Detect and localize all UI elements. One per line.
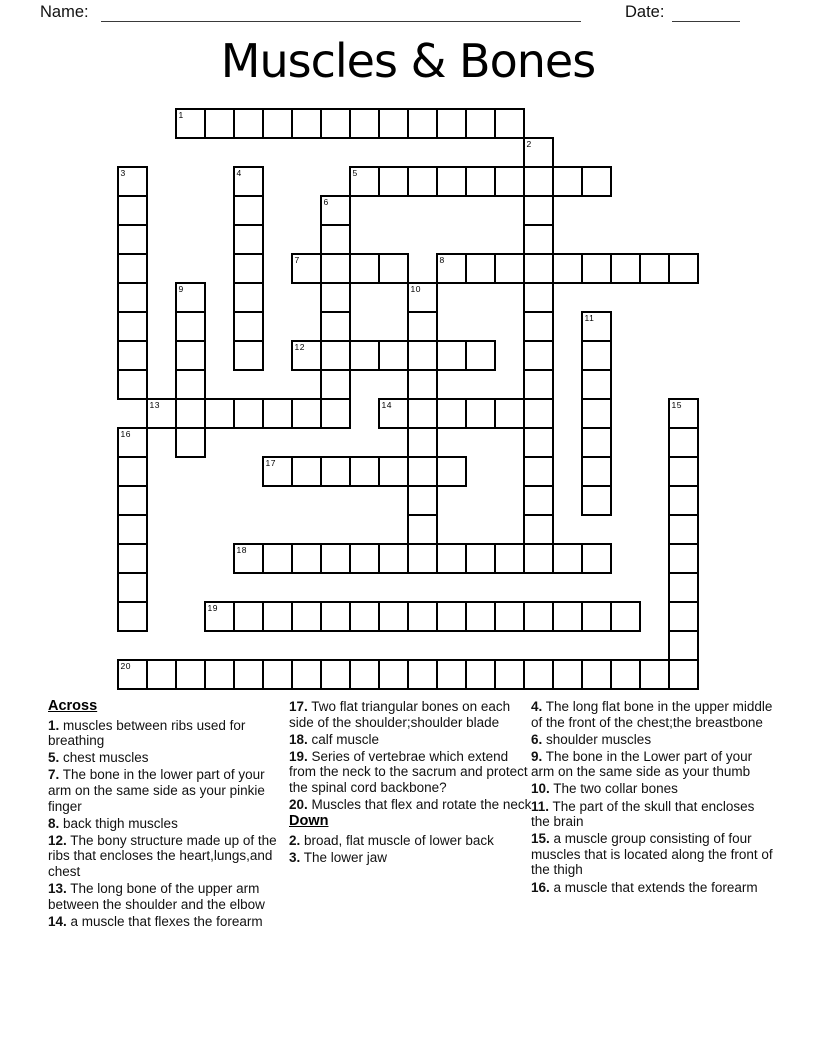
grid-cell[interactable] (233, 601, 264, 632)
grid-cell[interactable] (668, 456, 699, 487)
cell-number: 13 (149, 399, 160, 410)
grid-cell[interactable] (436, 166, 467, 197)
grid-cell[interactable] (233, 166, 264, 197)
grid-cell[interactable] (436, 398, 467, 429)
grid-cell[interactable] (668, 514, 699, 545)
grid-cell[interactable] (175, 108, 206, 139)
grid-cell[interactable] (117, 166, 148, 197)
grid-cell[interactable] (291, 456, 322, 487)
grid-cell[interactable] (436, 659, 467, 690)
grid-cell[interactable] (262, 108, 293, 139)
grid-cell[interactable] (610, 659, 641, 690)
grid-cell[interactable] (668, 572, 699, 603)
grid-cell[interactable] (581, 456, 612, 487)
grid-cell[interactable] (552, 166, 583, 197)
grid-cell[interactable] (320, 543, 351, 574)
grid-cell[interactable] (117, 282, 148, 313)
grid-cell[interactable] (523, 543, 554, 574)
clue-number: 18. (289, 731, 308, 747)
grid-cell[interactable] (320, 369, 351, 400)
grid-cell[interactable] (349, 601, 380, 632)
clue-number: 3. (289, 849, 301, 865)
grid-cell[interactable] (523, 456, 554, 487)
clue-number: 5. (48, 750, 60, 766)
grid-cell[interactable] (233, 253, 264, 284)
grid-cell[interactable] (349, 456, 380, 487)
grid-cell[interactable] (523, 398, 554, 429)
grid-cell[interactable] (262, 543, 293, 574)
grid-cell[interactable] (349, 253, 380, 284)
grid-cell[interactable] (407, 108, 438, 139)
clue-number: 1. (48, 717, 60, 733)
grid-cell[interactable] (581, 398, 612, 429)
grid-cell[interactable] (581, 253, 612, 284)
grid-cell[interactable] (320, 282, 351, 313)
grid-cell[interactable] (233, 224, 264, 255)
clue-number: 9. (531, 748, 543, 764)
grid-cell[interactable] (262, 659, 293, 690)
grid-cell[interactable] (204, 659, 235, 690)
grid-cell[interactable] (117, 340, 148, 371)
grid-cell[interactable] (233, 659, 264, 690)
grid-cell[interactable] (233, 398, 264, 429)
grid-cell[interactable] (117, 485, 148, 516)
grid-cell[interactable] (320, 311, 351, 342)
clue-item: 12. The bony structure made up of the ribs that encloses the heart,lungs,and chest (48, 832, 277, 879)
grid-cell[interactable] (291, 659, 322, 690)
grid-cell[interactable] (523, 137, 554, 168)
grid-cell[interactable] (581, 427, 612, 458)
grid-cell[interactable] (465, 166, 496, 197)
cell-number: 2 (526, 138, 532, 149)
grid-cell[interactable] (175, 311, 206, 342)
clue-number: 13. (48, 881, 67, 897)
clue-item: 20. Muscles that flex and rotate the neck (289, 797, 532, 813)
clues-column-1 (48, 699, 291, 931)
cell-number: 8 (439, 254, 445, 265)
grid-cell[interactable] (378, 398, 409, 429)
grid-cell[interactable] (320, 398, 351, 429)
grid-cell[interactable] (581, 311, 612, 342)
grid-cell[interactable] (581, 340, 612, 371)
grid-cell[interactable] (436, 253, 467, 284)
cell-number: 15 (671, 399, 682, 410)
grid-cell[interactable] (407, 282, 438, 313)
grid-cell[interactable] (668, 543, 699, 574)
grid-cell[interactable] (552, 601, 583, 632)
grid-cell[interactable] (291, 253, 322, 284)
grid-cell[interactable] (407, 340, 438, 371)
grid-cell[interactable] (523, 514, 554, 545)
grid-cell[interactable] (320, 659, 351, 690)
grid-cell[interactable] (494, 166, 525, 197)
grid-cell[interactable] (407, 601, 438, 632)
grid-cell[interactable] (523, 659, 554, 690)
grid-cell[interactable] (523, 601, 554, 632)
clue-number: 6. (531, 731, 543, 747)
grid-cell[interactable] (291, 398, 322, 429)
clue-number: 20. (289, 797, 308, 813)
grid-cell[interactable] (668, 485, 699, 516)
grid-cell[interactable] (523, 340, 554, 371)
grid-cell[interactable] (465, 108, 496, 139)
grid-cell[interactable] (581, 601, 612, 632)
clue-number: 12. (48, 832, 67, 848)
grid-cell[interactable] (436, 108, 467, 139)
grid-cell[interactable] (320, 340, 351, 371)
cell-number: 4 (236, 167, 242, 178)
clue-item: 7. The bone in the lower part of your arm on the same side as your pinkie finger (48, 767, 265, 814)
clue-item: 9. The bone in the Lower part of your arm on the same side as your thumb (531, 748, 753, 780)
grid-cell[interactable] (581, 659, 612, 690)
grid-cell[interactable] (436, 456, 467, 487)
grid-cell[interactable] (407, 369, 438, 400)
grid-cell[interactable] (494, 543, 525, 574)
clue-item: 19. Series of vertebrae which extend from the neck to the sacrum and protect the spinal cord backbone? (289, 748, 528, 795)
clue-number: 4. (531, 699, 543, 714)
date-fill-line (672, 21, 740, 22)
grid-cell[interactable] (117, 427, 148, 458)
grid-cell[interactable] (378, 659, 409, 690)
grid-cell[interactable] (233, 311, 264, 342)
grid-cell[interactable] (320, 224, 351, 255)
cell-number: 3 (120, 167, 126, 178)
grid-cell[interactable] (610, 601, 641, 632)
grid-cell[interactable] (117, 195, 148, 226)
grid-cell[interactable] (320, 253, 351, 284)
cell-number: 12 (294, 341, 305, 352)
name-label: Name: (40, 3, 89, 21)
grid-cell[interactable] (465, 253, 496, 284)
grid-cell[interactable] (407, 485, 438, 516)
grid-cell[interactable] (262, 456, 293, 487)
clue-number: 14. (48, 913, 67, 929)
grid-cell[interactable] (204, 398, 235, 429)
grid-cell[interactable] (117, 311, 148, 342)
grid-cell[interactable] (407, 166, 438, 197)
grid-cell[interactable] (349, 166, 380, 197)
grid-cell[interactable] (349, 340, 380, 371)
grid-cell[interactable] (639, 253, 670, 284)
grid-cell[interactable] (320, 108, 351, 139)
clues-header-down: Down (289, 813, 329, 830)
grid-cell[interactable] (175, 398, 206, 429)
grid-cell[interactable] (233, 282, 264, 313)
grid-cell[interactable] (175, 427, 206, 458)
grid-cell[interactable] (407, 543, 438, 574)
grid-cell[interactable] (436, 340, 467, 371)
grid-cell[interactable] (204, 601, 235, 632)
date-label: Date: (625, 3, 665, 21)
grid-cell[interactable] (291, 340, 322, 371)
cell-number: 17 (265, 457, 276, 468)
clue-number: 17. (289, 699, 308, 714)
clue-item: 18. calf muscle (289, 731, 380, 747)
grid-cell[interactable] (465, 601, 496, 632)
clue-item: 17. Two flat triangular bones on each side of the shoulder;shoulder blade (289, 699, 511, 730)
grid-cell[interactable] (262, 601, 293, 632)
grid-cell[interactable] (668, 398, 699, 429)
grid-cell[interactable] (523, 166, 554, 197)
grid-cell[interactable] (175, 340, 206, 371)
grid-cell[interactable] (668, 427, 699, 458)
grid-cell[interactable] (349, 108, 380, 139)
grid-cell[interactable] (262, 398, 293, 429)
cell-number: 18 (236, 544, 247, 555)
clues-column-3 (531, 699, 774, 897)
clue-item: 14. a muscle that flexes the forearm (48, 913, 263, 929)
grid-cell[interactable] (320, 601, 351, 632)
grid-cell[interactable] (233, 195, 264, 226)
clue-item: 5. chest muscles (48, 750, 149, 766)
grid-cell[interactable] (117, 456, 148, 487)
grid-cell[interactable] (378, 543, 409, 574)
grid-cell[interactable] (204, 108, 235, 139)
grid-cell[interactable] (581, 543, 612, 574)
grid-cell[interactable] (668, 630, 699, 661)
grid-cell[interactable] (117, 601, 148, 632)
grid-cell[interactable] (233, 108, 264, 139)
grid-cell[interactable] (523, 485, 554, 516)
grid-cell[interactable] (494, 253, 525, 284)
grid-cell[interactable] (146, 659, 177, 690)
clue-item: 2. broad, flat muscle of lower back (289, 832, 494, 848)
clues-header-across: Across (48, 698, 98, 714)
clue-item: 1. muscles between ribs used for breathing (48, 717, 246, 749)
grid-cell[interactable] (668, 601, 699, 632)
grid-cell[interactable] (378, 340, 409, 371)
grid-cell[interactable] (436, 543, 467, 574)
grid-cell[interactable] (233, 543, 264, 574)
grid-cell[interactable] (407, 514, 438, 545)
grid-cell[interactable] (117, 224, 148, 255)
cell-number: 6 (323, 196, 329, 207)
cell-number: 1 (178, 109, 184, 120)
clue-item: 11. The part of the skull that encloses the brain (531, 798, 755, 830)
grid-cell[interactable] (117, 369, 148, 400)
grid-cell[interactable] (146, 398, 177, 429)
clue-item: 13. The long bone of the upper arm between the shoulder and the elbow (48, 881, 265, 912)
grid-cell[interactable] (668, 659, 699, 690)
grid-cell[interactable] (552, 659, 583, 690)
grid-cell[interactable] (291, 108, 322, 139)
clue-number: 10. (531, 781, 550, 797)
grid-cell[interactable] (552, 543, 583, 574)
grid-cell[interactable] (291, 601, 322, 632)
grid-cell[interactable] (668, 253, 699, 284)
grid-cell[interactable] (407, 456, 438, 487)
grid-cell[interactable] (465, 659, 496, 690)
clue-item: 16. a muscle that extends the forearm (531, 879, 758, 895)
grid-cell[interactable] (117, 514, 148, 545)
grid-cell[interactable] (378, 108, 409, 139)
grid-cell[interactable] (378, 601, 409, 632)
grid-cell[interactable] (639, 659, 670, 690)
grid-cell[interactable] (581, 166, 612, 197)
grid-cell[interactable] (117, 253, 148, 284)
grid-cell[interactable] (465, 340, 496, 371)
grid-cell[interactable] (378, 253, 409, 284)
grid-cell[interactable] (117, 572, 148, 603)
grid-cell[interactable] (378, 166, 409, 197)
cell-number: 16 (120, 428, 131, 439)
grid-cell[interactable] (494, 601, 525, 632)
clue-item: 8. back thigh muscles (48, 815, 178, 831)
cell-number: 19 (207, 602, 218, 613)
grid-cell[interactable] (523, 224, 554, 255)
grid-cell[interactable] (175, 282, 206, 313)
grid-cell[interactable] (117, 543, 148, 574)
grid-cell[interactable] (407, 427, 438, 458)
grid-cell[interactable] (291, 543, 322, 574)
grid-cell[interactable] (610, 253, 641, 284)
clue-item: 6. shoulder muscles (531, 731, 652, 747)
grid-cell[interactable] (175, 369, 206, 400)
grid-cell[interactable] (523, 282, 554, 313)
crossword-grid (117, 108, 699, 690)
clue-number: 16. (531, 879, 550, 895)
grid-cell[interactable] (175, 659, 206, 690)
grid-cell[interactable] (523, 195, 554, 226)
page-title: Muscles & Bones (220, 34, 596, 88)
clue-item: 15. a muscle group consisting of four muscles that is located along the front of the thigh (531, 831, 773, 878)
cell-number: 10 (410, 283, 421, 294)
clue-item: 3. The lower jaw (289, 849, 388, 865)
clues-column-2 (289, 699, 532, 867)
cell-number: 5 (352, 167, 358, 178)
clue-number: 11. (531, 798, 550, 814)
clue-number: 2. (289, 832, 301, 848)
grid-cell[interactable] (523, 253, 554, 284)
cell-number: 14 (381, 399, 392, 410)
grid-cell[interactable] (494, 659, 525, 690)
grid-cell[interactable] (233, 340, 264, 371)
grid-cell[interactable] (407, 311, 438, 342)
clue-number: 19. (289, 748, 308, 764)
grid-cell[interactable] (465, 543, 496, 574)
grid-cell[interactable] (581, 369, 612, 400)
grid-cell[interactable] (523, 427, 554, 458)
clue-item: 10. The two collar bones (531, 781, 678, 797)
grid-cell[interactable] (523, 311, 554, 342)
clue-number: 15. (531, 831, 550, 847)
grid-cell[interactable] (465, 398, 496, 429)
grid-cell[interactable] (581, 485, 612, 516)
grid-cell[interactable] (552, 253, 583, 284)
grid-cell[interactable] (320, 195, 351, 226)
grid-cell[interactable] (407, 659, 438, 690)
grid-cell[interactable] (494, 108, 525, 139)
grid-cell[interactable] (436, 601, 467, 632)
grid-cell[interactable] (407, 398, 438, 429)
name-fill-line (101, 21, 581, 22)
grid-cell[interactable] (523, 369, 554, 400)
clue-item: 4. The long flat bone in the upper middle of the front of the chest;the breastbone (531, 699, 773, 730)
clue-number: 8. (48, 815, 60, 831)
grid-cell[interactable] (349, 543, 380, 574)
cell-number: 9 (178, 283, 184, 294)
cell-number: 7 (294, 254, 300, 265)
cell-number: 20 (120, 660, 131, 671)
grid-cell[interactable] (117, 659, 148, 690)
grid-cell[interactable] (494, 398, 525, 429)
cell-number: 11 (584, 312, 595, 323)
clue-number: 7. (48, 767, 60, 783)
grid-cell[interactable] (349, 659, 380, 690)
grid-cell[interactable] (378, 456, 409, 487)
grid-cell[interactable] (320, 456, 351, 487)
